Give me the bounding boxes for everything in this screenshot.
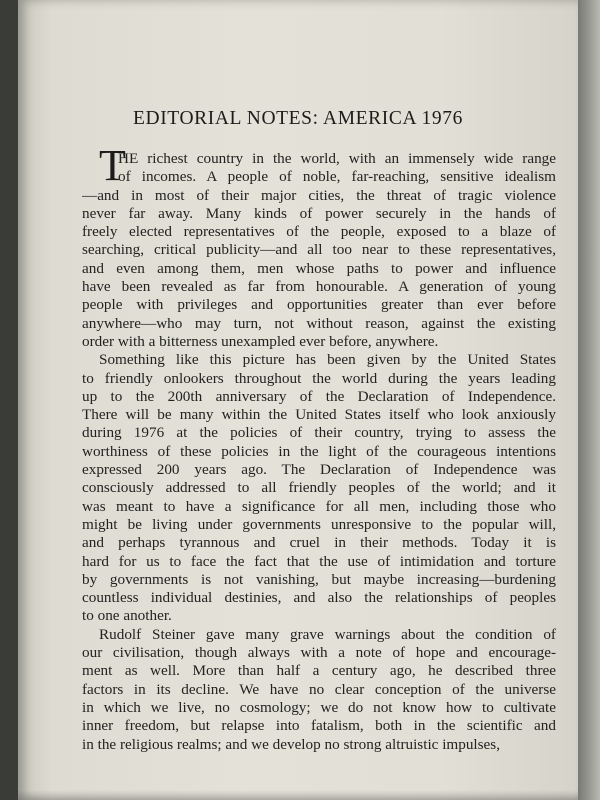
paragraphs-container [82,150,556,754]
text-line: consciously addressed to all friendly peoples of the world; and it [82,479,556,497]
text-line: our civilisation, though always with a note of hope and encourage- [82,644,556,662]
drop-cap: T [99,141,126,190]
text-line: by governments is not vanishing, but maybe increasing—burdening [82,570,556,588]
text-line: worthiness of these policies in the light of the courageous intentions [82,442,556,460]
text-line: during 1976 at the policies of their country, trying to assess the [82,424,556,442]
text-line: to one another. [82,607,172,625]
text-line: anywhere—who may turn, not without reason, against the existing [82,314,556,332]
text-line: to friendly onlookers throughout the world during the years leading [82,369,556,387]
text-line: of incomes. A people of noble, far-reaching, sensitive idealism [118,168,556,186]
text-line: countless individual destinies, and also the relationships of peoples [82,589,556,607]
text-line: never far away. Many kinds of power securely in the hands of [82,204,556,222]
text-line: in the religious realms; and we develop no strong altruistic impulses, [82,735,500,753]
text-line: There will be many within the United States itself who look anxiously [82,406,556,424]
text-line: order with a bitterness unexampled ever before, anywhere. [82,332,439,350]
show-through-text [88,6,558,106]
text-line: and perhaps tyrannous and cruel in their methods. Today it is [82,534,556,552]
text-line: might be living under governments unresponsive to the popular will, [82,515,556,533]
text-line: in which we live, no cosmology; we do not know how to cultivate [82,698,556,716]
text-line: people with privileges and opportunities greater than ever before [82,296,556,314]
paragraph [82,626,556,754]
text-line: freely elected representatives of the people, exposed to a blaze of [82,223,556,241]
text-line: Something like this picture has been given by the United States [99,351,556,369]
text-line: have been revealed as far from honourable. A generation of young [82,278,556,296]
text-line: HE richest country in the world, with an immensely wide range [118,150,556,167]
text-line: hard for us to face the fact that the use of intimidation and torture [82,552,556,570]
text-line: —and in most of their major cities, the threat of tragic violence [82,186,556,204]
text-line: inner freedom, but relapse into fatalism, both in the scientific and [82,717,556,735]
text-line: expressed 200 years ago. The Declaration of Independence was [82,461,556,479]
background-edge [575,0,600,800]
text-line: searching, critical publicity—and all too near to these representatives, [82,241,556,259]
page-title: EDITORIAL NOTES: AMERICA 1976 [133,108,463,129]
text-line: up to the 200th anniversary of the Declaration of Independence. [82,387,556,405]
paragraph [82,351,556,625]
book-page [18,0,578,800]
text-line: factors in its decline. We have no clear conception of the universe [82,680,556,698]
page-bottom-shadow [18,790,578,800]
text-line: was meant to have a significance for all men, including those who [82,497,556,515]
text-line: ment as well. More than half a century ago, he described three [82,662,556,680]
text-line: Rudolf Steiner gave many grave warnings about the condition of [99,625,556,643]
editorial-body [82,141,556,754]
text-line: and even among them, men whose paths to power and influence [82,259,556,277]
paragraph [82,150,556,351]
